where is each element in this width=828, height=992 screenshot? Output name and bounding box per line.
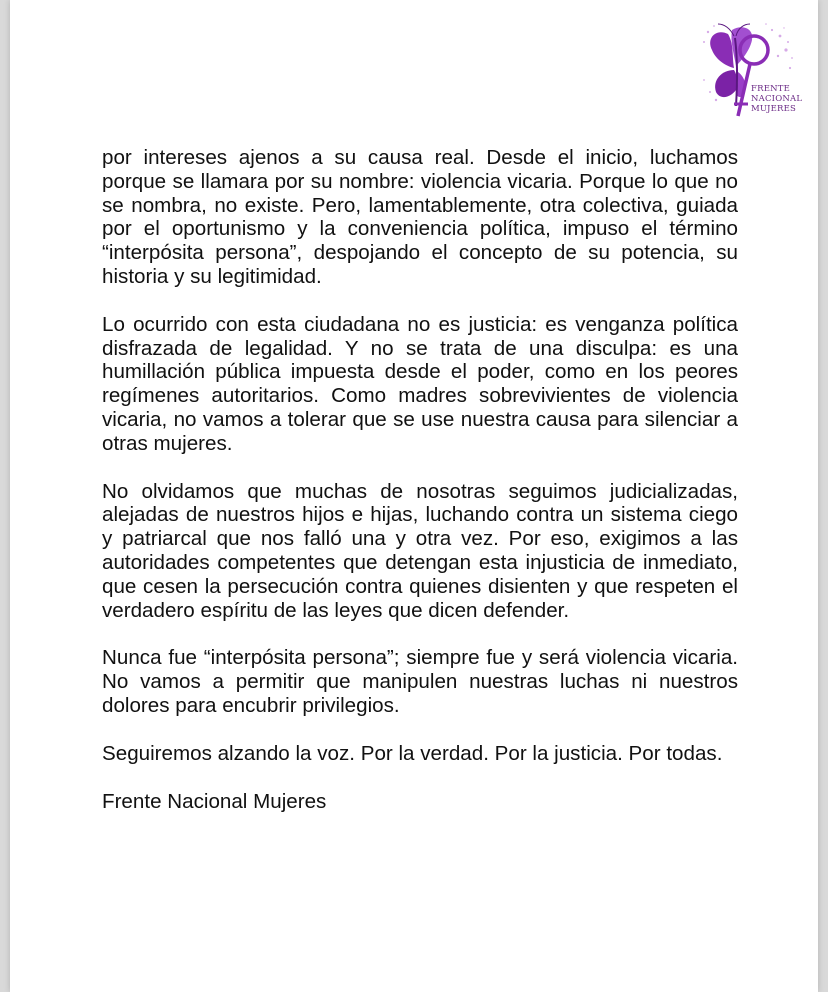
logo-line-3: MUJERES <box>751 104 797 114</box>
signature: Frente Nacional Mujeres <box>102 789 327 813</box>
paragraph-5: Seguiremos alzando la voz. Por la verdad. Por la justicia. Por todas. <box>102 741 723 765</box>
letter-body <box>102 146 738 813</box>
logo-wordmark <box>751 84 802 114</box>
paragraph-3: No olvidamos que muchas de nosotras seguimos judicializadas, alejadas de nuestros hijos e hijas, luchando contra un sistema ciego y patriarcal que nos falló una y otra vez. Por eso, exigimos a las autoridades competentes que detengan esta injusticia de inmediato, que cesen la persecución contra quienes disienten y que respeten el verdadero espíritu de las leyes que dicen defender. <box>102 479 738 622</box>
document-page <box>10 0 818 992</box>
logo-line-1: FRENTE <box>751 84 791 94</box>
logo-line-2: NACIONAL <box>751 94 803 104</box>
paragraph-1: por intereses ajenos a su causa real. Desde el inicio, luchamos porque se llamara por su nombre: violencia vicaria. Porque lo que no se nombra, no existe. Pero, lamentablemente, otra colectiva, guiada por el oportunismo y la conveniencia política, impuso el término “interpósita persona”, despojando el concepto de su potencia, su historia y su legitimidad. <box>102 146 738 288</box>
paragraph-4: Nunca fue “interpósita persona”; siempre fue y será violencia vicaria. No vamos a permitir que manipulen nuestras luchas ni nuestros dolores para encubrir privilegios. <box>102 646 738 717</box>
frente-nacional-mujeres-logo <box>698 20 803 128</box>
paragraph-2: Lo ocurrido con esta ciudadana no es justicia: es venganza política disfrazada de legalidad. Y no se trata de una disculpa: es una humillación pública impuesta desde el poder, como en los peores regímenes autoritarios. Como madres sobrevivientes de violencia vicaria, no vamos a tolerar que se use nuestra causa para silenciar a otras mujeres. <box>102 312 738 455</box>
